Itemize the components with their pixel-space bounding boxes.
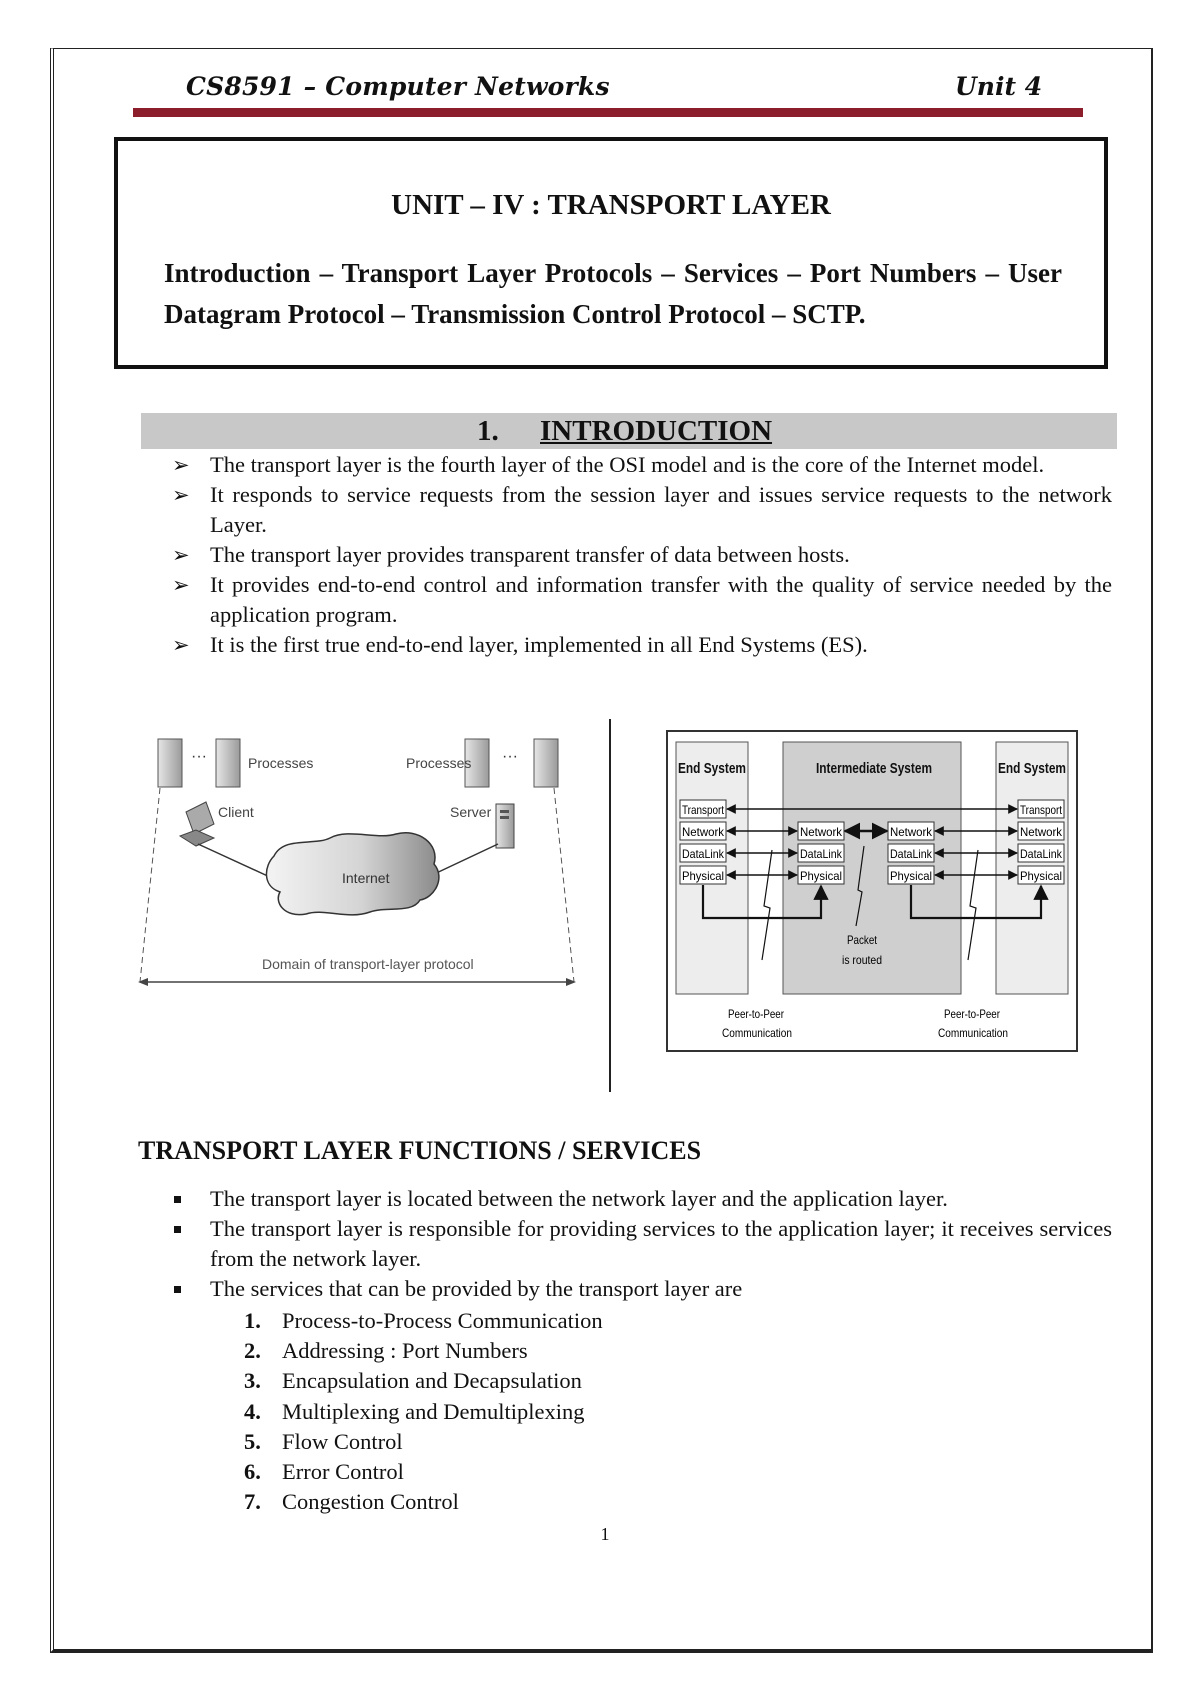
end-system-left-label: End System [678,760,746,777]
layer-label: Transport [1020,803,1063,817]
list-item: 5. Flow Control [244,1428,403,1454]
list-item: ➢ It responds to service requests from the session layer and issues service requests to the network Layer. [172,482,1112,537]
layer-label: DataLink [682,847,725,861]
header-course-title: CS8591 – Computer Networks [186,72,610,101]
services-list [170,1184,1112,1304]
process-box [534,739,558,787]
layer-label: Network [800,825,843,839]
arrow-bullet-icon: ➢ [172,633,190,657]
header-unit-label: Unit 4 [955,72,1043,101]
layer-label: DataLink [890,847,933,861]
list-item: The services that can be provided by the transport layer are [170,1274,1112,1304]
end-system-right-label: End System [998,760,1066,777]
intermediate-label: Intermediate System [816,760,932,777]
list-item: The transport layer is located between the network layer and the application layer. [170,1184,1112,1214]
list-item: ➢ It is the first true end-to-end layer, implemented in all End Systems (ES). [170,630,1112,660]
peer-label: Communication [938,1026,1008,1040]
peer-label: Peer-to-Peer [728,1007,784,1021]
layer-label: Physical [800,869,842,883]
client-label: Client [218,804,254,820]
processes-label-right: Processes [406,755,472,771]
layer-label: DataLink [800,847,843,861]
layer-label: Physical [890,869,932,883]
arrowhead-left [138,978,148,986]
list-item: 4. Multiplexing and Demultiplexing [244,1398,585,1424]
client-link [198,844,272,878]
list-item: The transport layer is responsible for providing services to the application layer; it receives services from the network layer. [170,1214,1112,1274]
server-link [430,844,498,876]
intro-list [170,450,1112,660]
list-item: ➢ It provides end-to-end control and information transfer with the quality of service needed by the application program. [172,572,1112,627]
section-title: INTRODUCTION [540,415,773,447]
layer-label: Network [682,825,725,839]
square-bullet-icon [174,1286,181,1293]
list-item: ➢ The transport layer is the fourth layer of the OSI model and is the core of the Internet model. [170,450,1112,480]
peer-label: Communication [722,1026,792,1040]
process-box [158,739,182,787]
packet-label: Packet [847,933,878,947]
domain-dashed-line [140,788,160,982]
process-box [216,739,240,787]
arrow-bullet-icon: ➢ [172,573,190,597]
figure-divider [609,719,611,1092]
section-number: 1. [477,415,499,447]
services-heading: TRANSPORT LAYER FUNCTIONS / SERVICES [138,1136,702,1165]
ellipsis-right: ··· [502,748,518,765]
arrow-bullet-icon: ➢ [172,453,190,477]
square-bullet-icon [174,1196,181,1203]
list-item: 6. Error Control [244,1459,404,1485]
peer-label: Peer-to-Peer [944,1007,1000,1021]
header-rule [133,108,1083,117]
list-item: ➢ The transport layer provides transparent transfer of data between hosts. [170,540,1112,570]
server-icon [496,804,514,848]
unit-topics: Introduction – Transport Layer Protocols – Services – Port Numbers – User Datagram Protocol – Transmission Control Protocol – SCTP. [164,258,1062,329]
layer-label: Physical [682,869,724,883]
layer-label: DataLink [1020,847,1063,861]
unit-title: UNIT – IV : TRANSPORT LAYER [391,189,831,221]
list-item: 2. Addressing : Port Numbers [244,1338,528,1364]
arrow-bullet-icon: ➢ [172,483,190,507]
laptop-icon [180,802,214,846]
layer-label: Network [890,825,933,839]
layer-label: Transport [682,803,725,817]
arrow-bullet-icon: ➢ [172,543,190,567]
page-number: 1 [600,1524,610,1544]
list-item: 3. Encapsulation and Decapsulation [244,1368,582,1394]
square-bullet-icon [174,1226,181,1233]
packet-label: is routed [842,953,882,967]
server-label: Server [450,804,492,820]
layer-label: Network [1020,825,1063,839]
list-item: 7. Congestion Control [244,1489,459,1515]
domain-dashed-line [554,788,574,982]
list-item: 1. Process-to-Process Communication [244,1308,603,1333]
services-numbered-list [244,1306,603,1517]
ellipsis-left: ··· [191,748,207,765]
transport-domain-figure [134,728,586,998]
unit-title-box [114,137,1108,369]
osi-systems-figure [666,730,1078,1052]
domain-label: Domain of transport-layer protocol [262,956,474,972]
internet-label: Internet [342,870,390,886]
arrowhead-right [566,978,576,986]
layer-label: Physical [1020,869,1062,883]
processes-label-left: Processes [248,755,314,771]
